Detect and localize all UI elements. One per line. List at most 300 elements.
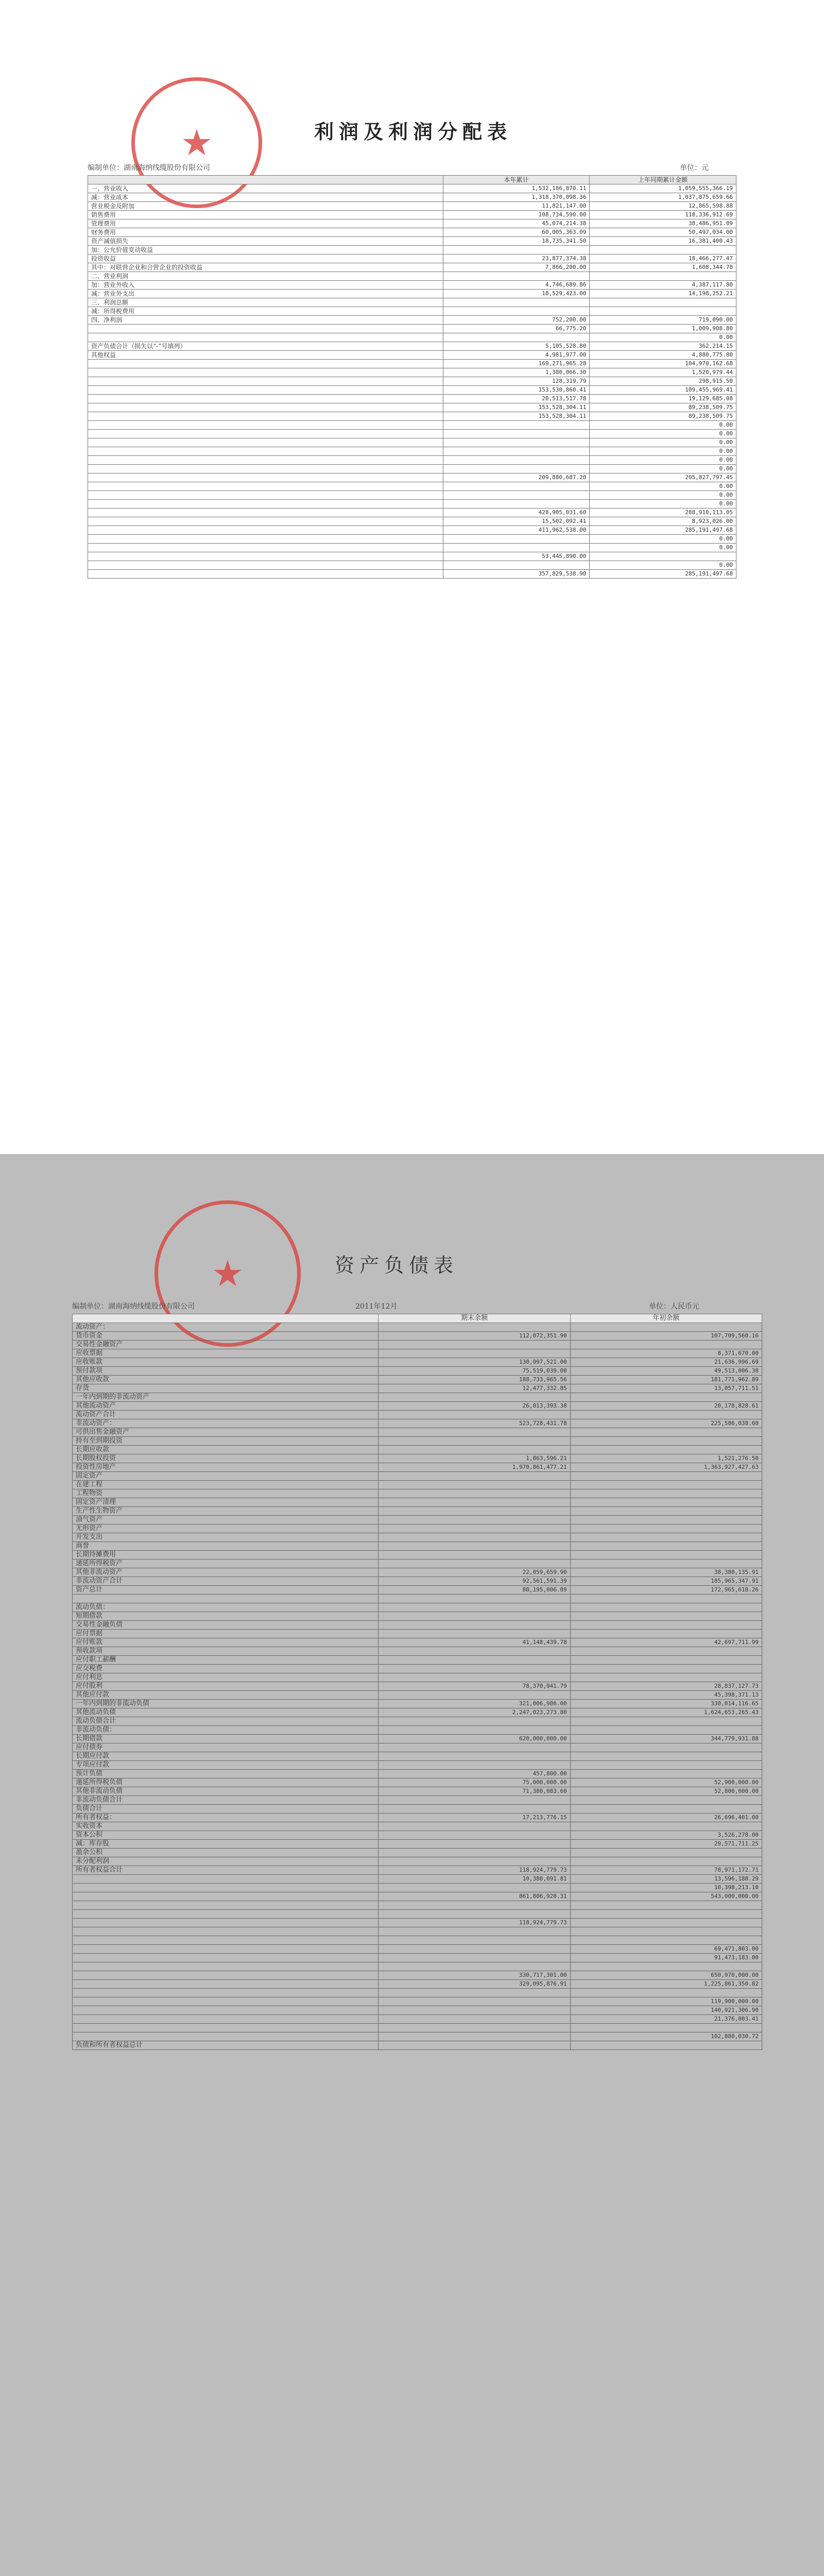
row-prior-value: 104,970,162.68 xyxy=(590,360,736,368)
row-current-value: 45,074,214.38 xyxy=(443,219,590,228)
row-label: 投资性房地产 xyxy=(73,1463,379,1472)
row-label: 存货 xyxy=(73,1384,379,1393)
row-current-value: 752,200.00 xyxy=(443,316,590,325)
row-end-value xyxy=(379,1498,570,1507)
row-begin-value xyxy=(570,1507,762,1516)
income-col-current: 本年累计 xyxy=(443,176,590,184)
table-row xyxy=(88,500,736,509)
row-label: 预付款项 xyxy=(73,1367,379,1376)
row-end-value xyxy=(379,1910,570,1919)
table-row xyxy=(88,482,736,491)
row-end-value: 75,519,039.00 xyxy=(379,1367,570,1376)
row-current-value: 1,318,370,098.36 xyxy=(443,193,590,202)
row-label: 负债合计 xyxy=(73,1805,379,1814)
row-current-value xyxy=(443,421,590,430)
row-end-value xyxy=(379,2006,570,2015)
row-label: 固定资产 xyxy=(73,1472,379,1481)
table-row xyxy=(88,237,736,246)
table-row xyxy=(73,1814,762,1822)
table-row xyxy=(73,1419,762,1428)
table-row xyxy=(88,325,736,333)
table-row xyxy=(88,517,736,526)
row-end-value xyxy=(379,1551,570,1560)
row-label: 油气资产 xyxy=(73,1516,379,1524)
row-begin-value xyxy=(570,1428,762,1437)
row-current-value: 209,880,687.20 xyxy=(443,473,590,482)
row-prior-value: 8,923,026.00 xyxy=(590,517,736,526)
row-end-value xyxy=(379,1927,570,1936)
balance-sheet-page xyxy=(0,1154,824,2576)
row-prior-value: 1,608,344.78 xyxy=(590,263,736,272)
row-label: 流动资产： xyxy=(73,1323,379,1332)
income-col-item xyxy=(88,176,443,184)
table-row xyxy=(73,1735,762,1743)
row-end-value: 321,006,986.00 xyxy=(379,1700,570,1708)
row-label: 在建工程 xyxy=(73,1481,379,1489)
row-label xyxy=(73,1875,379,1884)
row-end-value: 523,728,431.78 xyxy=(379,1419,570,1428)
table-row xyxy=(73,1892,762,1901)
table-row xyxy=(88,465,736,473)
table-row xyxy=(73,1682,762,1691)
row-label xyxy=(88,412,443,421)
row-begin-value: 3,526,278.00 xyxy=(570,1831,762,1840)
row-prior-value: 118,336,912.69 xyxy=(590,211,736,219)
row-prior-value: 205,827,797.45 xyxy=(590,473,736,482)
table-row xyxy=(73,1630,762,1638)
row-begin-value xyxy=(570,1630,762,1638)
row-label: 其他应收款 xyxy=(73,1376,379,1384)
row-end-value xyxy=(379,2024,570,2032)
row-begin-value: 140,921,306.90 xyxy=(570,2006,762,2015)
row-current-value xyxy=(443,447,590,456)
table-row xyxy=(88,255,736,263)
table-row xyxy=(73,1989,762,1997)
table-row xyxy=(73,1673,762,1682)
row-label: 资产减值损失 xyxy=(88,237,443,246)
row-current-value xyxy=(443,246,590,255)
row-begin-value xyxy=(570,1770,762,1778)
row-prior-value: 719,090.00 xyxy=(590,316,736,325)
row-current-value: 60,005,363.09 xyxy=(443,228,590,237)
table-row xyxy=(88,552,736,561)
row-end-value xyxy=(379,1323,570,1332)
row-label: 其中：对联营企业和合营企业的投资收益 xyxy=(88,263,443,272)
row-prior-value: 50,497,034.00 xyxy=(590,228,736,237)
row-begin-value xyxy=(570,1551,762,1560)
table-row xyxy=(88,228,736,237)
row-end-value xyxy=(379,1822,570,1831)
table-row xyxy=(73,1568,762,1577)
row-label: 递延所得税负债 xyxy=(73,1778,379,1787)
row-current-value xyxy=(443,561,590,570)
table-row xyxy=(88,395,736,403)
row-prior-value: 14,198,252.21 xyxy=(590,290,736,298)
row-begin-value: 20,178,828.61 xyxy=(570,1402,762,1411)
table-row xyxy=(88,421,736,430)
row-label: 盈余公积 xyxy=(73,1849,379,1857)
row-current-value: 128,319.79 xyxy=(443,377,590,386)
row-prior-value: 89,238,509.75 xyxy=(590,412,736,421)
table-row xyxy=(88,219,736,228)
row-label: 所有者权益合计 xyxy=(73,1866,379,1875)
row-begin-value xyxy=(570,2041,762,2050)
row-label: 商誉 xyxy=(73,1542,379,1551)
row-current-value: 357,829,538.90 xyxy=(443,570,590,579)
row-begin-value xyxy=(570,1323,762,1332)
row-begin-value: 29,571,711.25 xyxy=(570,1840,762,1849)
row-label: 长期应付款 xyxy=(73,1752,379,1761)
row-current-value xyxy=(443,307,590,316)
row-end-value: 1,863,596.21 xyxy=(379,1454,570,1463)
row-begin-value xyxy=(570,1849,762,1857)
row-begin-value xyxy=(570,1726,762,1735)
row-begin-value xyxy=(570,1524,762,1533)
row-prior-value xyxy=(590,272,736,281)
table-row xyxy=(73,1875,762,1884)
table-row xyxy=(88,263,736,272)
row-end-value: 22,059,659.90 xyxy=(379,1568,570,1577)
row-current-value xyxy=(443,465,590,473)
row-label: 流动负债： xyxy=(73,1603,379,1612)
table-row xyxy=(73,1376,762,1384)
row-label: 资产负债合计（损失以“-”号填列） xyxy=(88,342,443,351)
table-row xyxy=(73,1761,762,1770)
row-current-value: 66,775.20 xyxy=(443,325,590,333)
row-label: 财务费用 xyxy=(88,228,443,237)
table-row xyxy=(88,342,736,351)
row-end-value: 1,970,861,477.21 xyxy=(379,1463,570,1472)
row-label: 减：库存股 xyxy=(73,1840,379,1849)
row-prior-value: 4,880,775.80 xyxy=(590,351,736,360)
row-end-value xyxy=(379,1489,570,1498)
row-label: 营业税金及附加 xyxy=(88,202,443,211)
row-end-value xyxy=(379,1849,570,1857)
row-end-value xyxy=(379,1936,570,1945)
income-unit: 单位：元 xyxy=(680,164,709,172)
row-begin-value xyxy=(570,1805,762,1814)
row-label xyxy=(88,500,443,509)
row-end-value xyxy=(379,1542,570,1551)
row-begin-value xyxy=(570,1936,762,1945)
row-label xyxy=(88,447,443,456)
row-end-value xyxy=(379,1472,570,1481)
row-label: 其他非流动资产 xyxy=(73,1568,379,1577)
table-row xyxy=(73,1822,762,1831)
row-prior-value: 288,910,113.05 xyxy=(590,509,736,517)
row-label xyxy=(88,570,443,579)
table-row xyxy=(73,1463,762,1472)
table-row xyxy=(73,1384,762,1393)
row-prior-value xyxy=(590,298,736,307)
balance-title: 资产负债表 xyxy=(335,1254,459,1277)
row-begin-value: 52,800,000.00 xyxy=(570,1787,762,1796)
income-header-row xyxy=(88,176,736,184)
row-label xyxy=(73,1989,379,1997)
row-begin-value xyxy=(570,1612,762,1621)
row-end-value xyxy=(379,1437,570,1446)
row-end-value xyxy=(379,1612,570,1621)
row-end-value xyxy=(379,1717,570,1726)
row-current-value: 4,746,689.86 xyxy=(443,281,590,290)
row-begin-value xyxy=(570,1919,762,1927)
row-label: 其他权益 xyxy=(88,351,443,360)
row-label xyxy=(88,421,443,430)
row-begin-value: 26,696,401.00 xyxy=(570,1814,762,1822)
row-label: 其他流动资产 xyxy=(73,1402,379,1411)
table-row xyxy=(73,1524,762,1533)
row-end-value xyxy=(379,1665,570,1673)
row-begin-value: 172,965,618.26 xyxy=(570,1586,762,1595)
table-row xyxy=(73,1612,762,1621)
row-prior-value: 0.00 xyxy=(590,535,736,544)
row-label: 流动负债合计 xyxy=(73,1717,379,1726)
table-row xyxy=(88,561,736,570)
row-end-value xyxy=(379,1989,570,1997)
row-label: 一年内到期的非流动资产 xyxy=(73,1393,379,1402)
row-label xyxy=(88,526,443,535)
row-prior-value: 18,466,277.47 xyxy=(590,255,736,263)
row-prior-value: 0.00 xyxy=(590,430,736,438)
table-row xyxy=(73,1446,762,1454)
row-end-value: 330,717,301.00 xyxy=(379,1971,570,1980)
table-row xyxy=(88,491,736,500)
row-end-value xyxy=(379,2041,570,2050)
row-end-value xyxy=(379,1630,570,1638)
row-begin-value xyxy=(570,1533,762,1542)
table-row xyxy=(88,290,736,298)
table-row xyxy=(88,544,736,552)
row-begin-value: 1,225,861,350.82 xyxy=(570,1980,762,1989)
row-end-value: 457,800.00 xyxy=(379,1770,570,1778)
row-end-value: 861,806,920.31 xyxy=(379,1892,570,1901)
row-label: 加：营业外收入 xyxy=(88,281,443,290)
row-label: 应收账款 xyxy=(73,1358,379,1367)
row-label: 减：营业外支出 xyxy=(88,290,443,298)
row-begin-value xyxy=(570,1910,762,1919)
row-end-value: 118,924,779.73 xyxy=(379,1919,570,1927)
row-begin-value xyxy=(570,1341,762,1349)
row-end-value xyxy=(379,1840,570,1849)
table-row xyxy=(88,360,736,368)
row-begin-value xyxy=(570,1446,762,1454)
row-current-value xyxy=(443,491,590,500)
row-label: 长期借款 xyxy=(73,1735,379,1743)
row-current-value xyxy=(443,298,590,307)
row-label: 加：公允价值变动收益 xyxy=(88,246,443,255)
row-label: 资本公积 xyxy=(73,1831,379,1840)
row-current-value xyxy=(443,456,590,465)
row-current-value: 4,981,977.00 xyxy=(443,351,590,360)
row-end-value xyxy=(379,1411,570,1419)
table-row xyxy=(73,1516,762,1524)
row-label: 负债和所有者权益总计 xyxy=(73,2041,379,2050)
row-end-value xyxy=(379,1954,570,1962)
row-label xyxy=(73,1962,379,1971)
row-end-value xyxy=(379,1524,570,1533)
row-label: 三、利润总额 xyxy=(88,298,443,307)
row-label xyxy=(73,2024,379,2032)
row-label xyxy=(88,368,443,377)
row-current-value: 5,105,528.80 xyxy=(443,342,590,351)
row-current-value: 153,530,860.41 xyxy=(443,386,590,395)
table-row xyxy=(73,1954,762,1962)
row-end-value xyxy=(379,1743,570,1752)
row-label xyxy=(88,403,443,412)
row-begin-value xyxy=(570,1516,762,1524)
row-prior-value: 12,865,598.88 xyxy=(590,202,736,211)
income-table xyxy=(88,175,736,579)
row-label: 短期借款 xyxy=(73,1612,379,1621)
row-prior-value: 1,059,555,366.19 xyxy=(590,184,736,193)
row-current-value xyxy=(443,482,590,491)
row-prior-value: 1,520,979.44 xyxy=(590,368,736,377)
row-prior-value: 362,214.15 xyxy=(590,342,736,351)
row-label xyxy=(73,1910,379,1919)
row-end-value xyxy=(379,1997,570,2006)
row-label xyxy=(73,1971,379,1980)
row-end-value: 75,000,000.00 xyxy=(379,1778,570,1787)
row-label: 一年内到期的非流动负债 xyxy=(73,1700,379,1708)
row-begin-value xyxy=(570,1822,762,1831)
row-label: 未分配利润 xyxy=(73,1857,379,1866)
row-begin-value: 13,596,188.29 xyxy=(570,1875,762,1884)
row-begin-value xyxy=(570,1927,762,1936)
row-prior-value xyxy=(590,246,736,255)
table-row xyxy=(73,1621,762,1630)
table-row xyxy=(73,1437,762,1446)
row-begin-value: 543,000,000.00 xyxy=(570,1892,762,1901)
row-prior-value: 0.00 xyxy=(590,544,736,552)
row-prior-value: 285,191,497.68 xyxy=(590,526,736,535)
row-label xyxy=(73,2006,379,2015)
table-row xyxy=(73,1796,762,1805)
row-label: 销售费用 xyxy=(88,211,443,219)
row-begin-value: 1,624,653,265.43 xyxy=(570,1708,762,1717)
row-begin-value xyxy=(570,1472,762,1481)
row-begin-value: 344,779,931.88 xyxy=(570,1735,762,1743)
table-row xyxy=(88,473,736,482)
row-label: 应付股利 xyxy=(73,1682,379,1691)
row-label: 管理费用 xyxy=(88,219,443,228)
table-row xyxy=(88,430,736,438)
table-row xyxy=(88,307,736,316)
row-begin-value xyxy=(570,1498,762,1507)
row-label: 持有至到期投资 xyxy=(73,1437,379,1446)
row-current-value: 428,905,031.60 xyxy=(443,509,590,517)
row-label: 非流动资产： xyxy=(73,1419,379,1428)
row-begin-value: 78,971,172.71 xyxy=(570,1866,762,1875)
row-begin-value: 21,636,996.69 xyxy=(570,1358,762,1367)
row-begin-value: 181,771,962.89 xyxy=(570,1376,762,1384)
row-label xyxy=(88,509,443,517)
row-current-value: 53,445,890.00 xyxy=(443,552,590,561)
table-row xyxy=(73,1411,762,1419)
row-label xyxy=(73,1884,379,1892)
row-current-value: 11,821,147.00 xyxy=(443,202,590,211)
row-label: 长期股权投资 xyxy=(73,1454,379,1463)
row-begin-value xyxy=(570,1761,762,1770)
balance-col-end: 期末余额 xyxy=(379,1314,570,1323)
row-begin-value: 107,709,560.16 xyxy=(570,1332,762,1341)
row-prior-value: 0.00 xyxy=(590,333,736,342)
table-row xyxy=(88,333,736,342)
table-row xyxy=(73,1717,762,1726)
row-label xyxy=(88,333,443,342)
row-prior-value xyxy=(590,307,736,316)
table-row xyxy=(73,1454,762,1463)
row-prior-value: 0.00 xyxy=(590,465,736,473)
row-end-value xyxy=(379,1761,570,1770)
row-begin-value xyxy=(570,1673,762,1682)
row-label xyxy=(73,1892,379,1901)
row-label xyxy=(73,2015,379,2024)
row-begin-value: 28,837,127.73 xyxy=(570,1682,762,1691)
row-end-value: 112,072,351.90 xyxy=(379,1332,570,1341)
row-label xyxy=(88,465,443,473)
table-row xyxy=(73,1647,762,1656)
table-row xyxy=(73,1498,762,1507)
row-label xyxy=(73,1997,379,2006)
row-label xyxy=(73,2032,379,2041)
table-row xyxy=(73,1656,762,1665)
row-prior-value: 1,009,908.80 xyxy=(590,325,736,333)
row-label: 减：营业成本 xyxy=(88,193,443,202)
row-begin-value xyxy=(570,1743,762,1752)
row-label: 实收资本 xyxy=(73,1822,379,1831)
row-end-value: 88,195,006.09 xyxy=(379,1586,570,1595)
row-end-value xyxy=(379,1481,570,1489)
row-current-value: 411,962,538.00 xyxy=(443,526,590,535)
row-end-value xyxy=(379,1691,570,1700)
row-label: 长期应收款 xyxy=(73,1446,379,1454)
table-row xyxy=(73,1489,762,1498)
row-end-value: 41,148,439.78 xyxy=(379,1638,570,1647)
row-label xyxy=(88,456,443,465)
table-row xyxy=(73,1910,762,1919)
row-begin-value xyxy=(570,1989,762,1997)
row-label xyxy=(88,535,443,544)
table-row xyxy=(73,2024,762,2032)
row-begin-value xyxy=(570,1752,762,1761)
row-label: 货币资金 xyxy=(73,1332,379,1341)
row-label: 开发支出 xyxy=(73,1533,379,1542)
row-label: 固定资产清理 xyxy=(73,1498,379,1507)
row-end-value: 10,380,091.81 xyxy=(379,1875,570,1884)
row-label xyxy=(88,517,443,526)
table-row xyxy=(73,1586,762,1595)
income-statement-page xyxy=(0,0,824,1133)
table-row xyxy=(73,1533,762,1542)
row-end-value xyxy=(379,1901,570,1910)
row-begin-value xyxy=(570,1437,762,1446)
table-row xyxy=(73,1349,762,1358)
row-label: 无形资产 xyxy=(73,1524,379,1533)
row-label: 递延所得税资产 xyxy=(73,1560,379,1568)
row-current-value: 15,502,092.41 xyxy=(443,517,590,526)
table-row xyxy=(73,1971,762,1980)
table-row xyxy=(73,2006,762,2015)
table-row xyxy=(73,1603,762,1612)
row-label xyxy=(73,1919,379,1927)
table-row xyxy=(73,1691,762,1700)
seal-star-icon: ★ xyxy=(211,1252,244,1295)
row-end-value xyxy=(379,1428,570,1437)
row-begin-value xyxy=(570,1621,762,1630)
table-row xyxy=(73,1708,762,1717)
row-end-value xyxy=(379,1393,570,1402)
row-label: 预收款项 xyxy=(73,1647,379,1656)
